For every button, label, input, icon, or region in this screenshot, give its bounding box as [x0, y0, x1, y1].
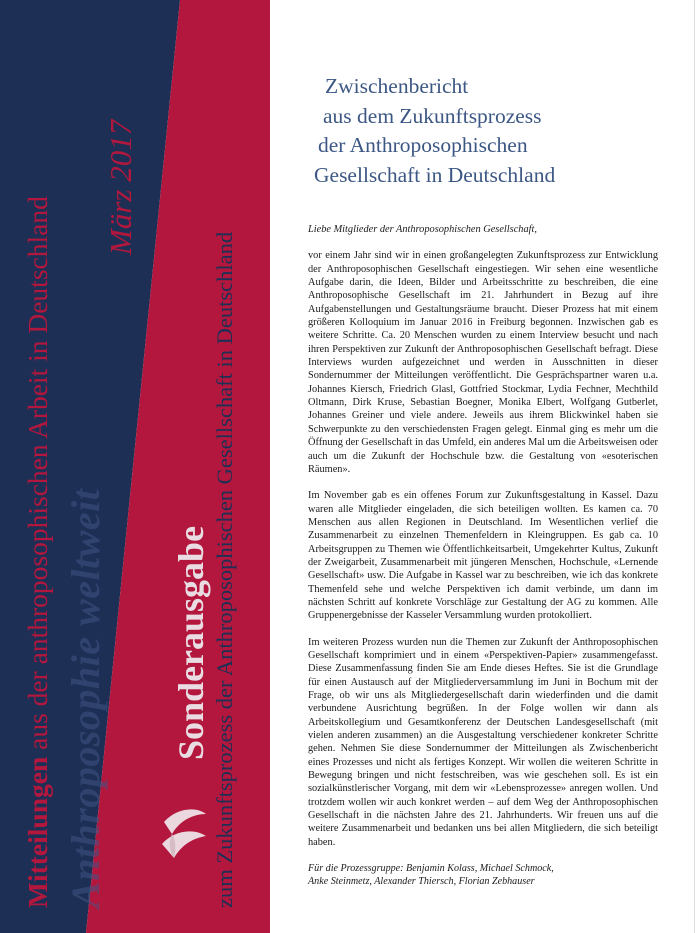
- title-line: der Anthroposophischen: [318, 133, 528, 157]
- title-line: Zwischenbericht: [325, 74, 469, 98]
- title-line: Gesellschaft in Deutschland: [314, 162, 556, 187]
- special-edition-subtitle: zum Zukunftsprozess der Anthroposophischen Gesellschaft in Deutschland: [212, 231, 237, 908]
- society-logo-icon: [158, 800, 210, 868]
- paragraph: Im November gab es ein offenes Forum zur Zukunftsgestaltung in Kassel. Dazu waren alle Mitglieder eingeladen, die sich beteiligen wollten. Es kamen ca. 70 Menschen aus allen Regionen in Deutschland. Im Wesentlichen verlief die Zusammenarbeit zu einzelnen Themenfeldern in Kleingruppen. Es gab ca. 10 Arbeitsgruppen zu Themen wie Öffentlichkeitsarbeit, Umgekehrter Kultus, Zukunft der Zweigarbeit, Zusammenarbeit mit jüngeren Menschen, Hochschule, «Lernende Gesellschaft» usw. Die Aufgabe in Kassel war zu beschreiben, wie ich das konkrete Themenfeld sehe und welche Perspektiven ich damit verbinde, um dann im nächsten Schritt auf konkrete Vorschläge zur Gestaltung der AG zu kommen. Alle Gruppenergebnisse der Kasseler Versammlung wurden protokolliert.: [308, 490, 658, 622]
- masthead-rest: aus der anthroposophischen Arbeit in Deutschland: [22, 196, 53, 757]
- greeting: Liebe Mitglieder der Anthroposophischen Gesellschaft,: [308, 224, 537, 235]
- paragraph: Im weiteren Prozess wurden nun die Themen zur Zukunft der Anthroposophischen Gesellschaft komprimiert und in einem «Perspektiven-Papier» zusammengefasst. Diese Zusammenfassung finden Sie am Ende dieses Heftes. Sie ist die Grundlage für einen Austausch auf der Mitgliederversammlung im Juni in Bochum mit der Frage, ob wir uns als Mitgliedergesellschaft darin wiederfinden und die damit verbundene Ausrichtung begrüßen. In der Folge wollen wir dann als Arbeitskollegium und Gesamtkonferenz der Deutschen Landesgesellschaft (mit vielen anderen zusammen) an die Ausgestaltung verschiedener konkreter Schritte gehen. Nehmen Sie diese Sondernummer der Mitteilungen als Zwischenbericht eines Prozesses und nicht als fertiges Konzept. Wir wollen die weiteren Schritte in Bewegung bringen und nicht festschreiben, was wie geschehen soll. Es ist ein sozialkünstlerischer Vorgang, mit dem wir «Lebensprozesse» anregen wollen. Und trotzdem wollen wir auch konkret werden – auf dem Weg der Anthroposophischen Gesellschaft in die nächsten Jahre des 21. Jahrhunderts. Wir freuen uns auf die weitere Zusammenarbeit und bedanken uns bei allen Mitgliedern, die sich beteiligt haben.: [308, 636, 658, 848]
- signature-line: Anke Steinmetz, Alexander Thiersch, Florian Zebhauser: [308, 876, 535, 888]
- masthead-title: [22, 196, 54, 908]
- special-edition-label: Sonderausgabe: [171, 525, 211, 760]
- masthead-bold-word: Mitteilungen: [22, 756, 53, 908]
- watermark-anthroposophie-weltweit: Anthroposophie weltweit: [63, 488, 108, 908]
- issue-date: März 2017: [103, 119, 138, 255]
- paragraph: vor einem Jahr sind wir in einen großangelegten Zukunftsprozess zur Entwicklung der Anthroposophischen Gesellschaft eingestiegen. Wir sehen eine wesentliche Aufgabe darin, die Ideen, Bilder und Arbeitsschritte zu beschreiben, die eine Anthroposophische Gesellschaft im 21. Jahrhundert in Bezug auf ihre Aufgabenstellungen und Gestaltungsräume braucht. Dieser Prozess hat mit einem größeren Kolloquium im Januar 2016 in Freiburg begonnen. Inzwischen gab es weitere Schritte. Ca. 20 Menschen wurden zu einem Interview besucht und nach ihren Perspektiven zur Zukunft der Anthroposophischen Gesellschaft befragt. Diese Interviews wurden aufgezeichnet und werden in Ausschnitten in dieser Sondernummer der Mitteilungen veröffentlicht. Die Gesprächspartner waren u.a. Johannes Kiersch, Friedrich Glasl, Gottfried Stockmar, Lydia Fechner, Mechthild Oltmann, Dirk Kruse, Sebastian Boegner, Monika Elbert, Wolfgang Gutberlet, Johannes Greiner und viele andere. Jeweils aus ihrem Blickwinkel haben sie Schwerpunkte zu den verschiedensten Fragen gelegt. Einmal ging es mehr um die Öffnung der Gesellschaft in das Umfeld, ein anderes Mal um die Arbeitsweisen oder auch um die Zukunft der Hochschule bzw. die Gestaltung von «esoterischen Räumen».: [308, 250, 658, 475]
- signature-line: Für die Prozessgruppe: Benjamin Kolass, Michael Schmock,: [308, 863, 554, 875]
- title-line: aus dem Zukunftsprozess: [323, 103, 542, 128]
- article: [308, 72, 658, 889]
- signature: [308, 862, 658, 889]
- article-title: [308, 72, 658, 190]
